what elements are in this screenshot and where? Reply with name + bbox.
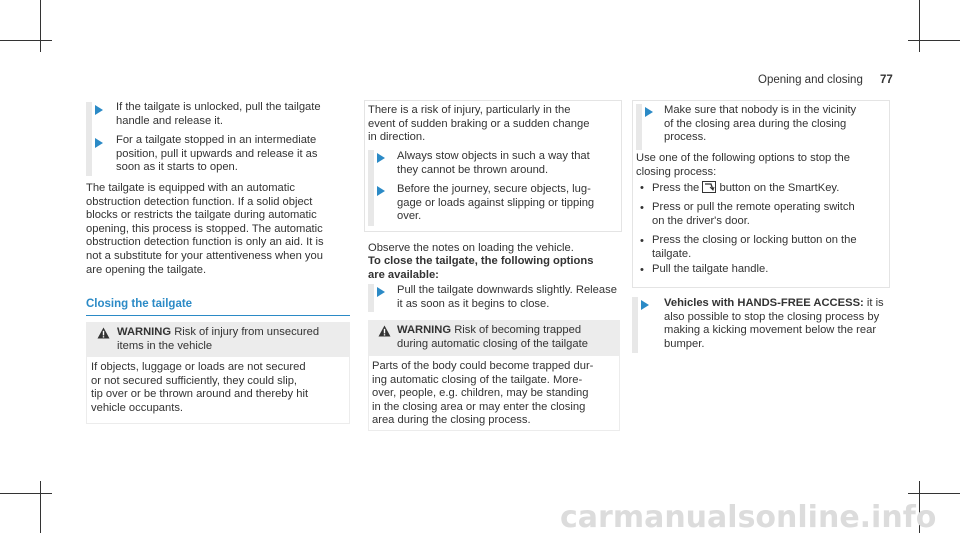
step-arrow-icon bbox=[645, 107, 653, 117]
warning-triangle-icon bbox=[378, 325, 391, 337]
step-bar bbox=[632, 297, 638, 353]
step-arrow-icon bbox=[95, 105, 103, 115]
watermark: carmanualsonline.info bbox=[560, 500, 937, 535]
warning-body: Parts of the body could become trapped dur- ing automatic closing of the tailgate. More- over, people, e.g. children, may be standing in the closing area or may enter the closing area during the closing process. bbox=[372, 360, 594, 427]
step-arrow-icon bbox=[95, 138, 103, 148]
crop-mark bbox=[0, 493, 52, 494]
crop-mark bbox=[40, 481, 41, 533]
step-text: Vehicles with HANDS-FREE ACCESS: it is also possible to stop the closing process by making a kicking movement below the rear bumper. bbox=[664, 297, 884, 350]
warning-body: If objects, luggage or loads are not secured or not secured sufficiently, they could slip, tip over or be thrown around and thereby hit vehicle occupants. bbox=[91, 361, 309, 414]
crop-mark bbox=[0, 40, 52, 41]
step-arrow-icon bbox=[377, 153, 385, 163]
paragraph: There is a risk of injury, particularly in the event of sudden braking or a sudden change in direction. bbox=[368, 104, 590, 144]
bullet: • bbox=[640, 202, 644, 214]
crop-mark bbox=[40, 0, 41, 52]
step-text: If the tailgate is unlocked, pull the tailgate handle and release it. bbox=[116, 101, 321, 127]
section-rule bbox=[86, 315, 350, 316]
list-item: Pull the tailgate handle. bbox=[652, 263, 769, 275]
step-arrow-icon bbox=[377, 287, 385, 297]
section-header: Opening and closing bbox=[758, 74, 863, 86]
warning-head-text: WARNING Risk of becoming trapped during automatic closing of the tailgate bbox=[397, 324, 588, 350]
step-bar bbox=[636, 104, 642, 150]
crop-mark bbox=[919, 0, 920, 52]
step-text: Make sure that nobody is in the vicinity of the closing area during the closing process. bbox=[664, 104, 857, 144]
step-bar bbox=[86, 102, 92, 176]
step-bar bbox=[368, 284, 374, 312]
step-arrow-icon bbox=[641, 300, 649, 310]
subheading: To close the tailgate, the following options are available: bbox=[368, 255, 594, 281]
crop-mark bbox=[908, 40, 960, 41]
page-number: 77 bbox=[880, 74, 893, 86]
crop-mark bbox=[908, 493, 960, 494]
step-text: Pull the tailgate downwards slightly. Release it as soon as it begins to close. bbox=[397, 284, 617, 310]
bullet: • bbox=[640, 235, 644, 247]
list-item: Press the closing or locking button on the tailgate. bbox=[652, 234, 857, 260]
section-title: Closing the tailgate bbox=[86, 298, 193, 310]
warning-triangle-icon bbox=[97, 327, 110, 339]
paragraph: Observe the notes on loading the vehicle. bbox=[368, 242, 574, 254]
list-item: Press or pull the remote operating switch on the driver's door. bbox=[652, 201, 855, 227]
step-text: Always stow objects in such a way that they cannot be thrown around. bbox=[397, 150, 590, 176]
step-arrow-icon bbox=[377, 186, 385, 196]
step-bar bbox=[368, 150, 374, 226]
step-text: For a tailgate stopped in an intermediate position, pull it upwards and release it as soon as it starts to open. bbox=[116, 134, 318, 174]
warning-head-text: WARNING Risk of injury from unsecured items in the vehicle bbox=[117, 326, 320, 352]
bullet: • bbox=[640, 182, 644, 194]
list-item: Press the button on the SmartKey. bbox=[652, 182, 840, 194]
paragraph: Use one of the following options to stop the closing process: bbox=[636, 152, 850, 178]
tailgate-key-icon bbox=[702, 181, 716, 193]
step-text: Before the journey, secure objects, lug- gage or loads against slipping or tipping over. bbox=[397, 183, 595, 223]
paragraph: The tailgate is equipped with an automatic obstruction detection function. If a solid object blocks or restricts the tailgate during automatic opening, this process is stopped. The automatic obstruction detection function is only an aid. It is not a substitute for your attentiveness when you are opening the tailgate. bbox=[86, 182, 324, 276]
bullet: • bbox=[640, 264, 644, 276]
